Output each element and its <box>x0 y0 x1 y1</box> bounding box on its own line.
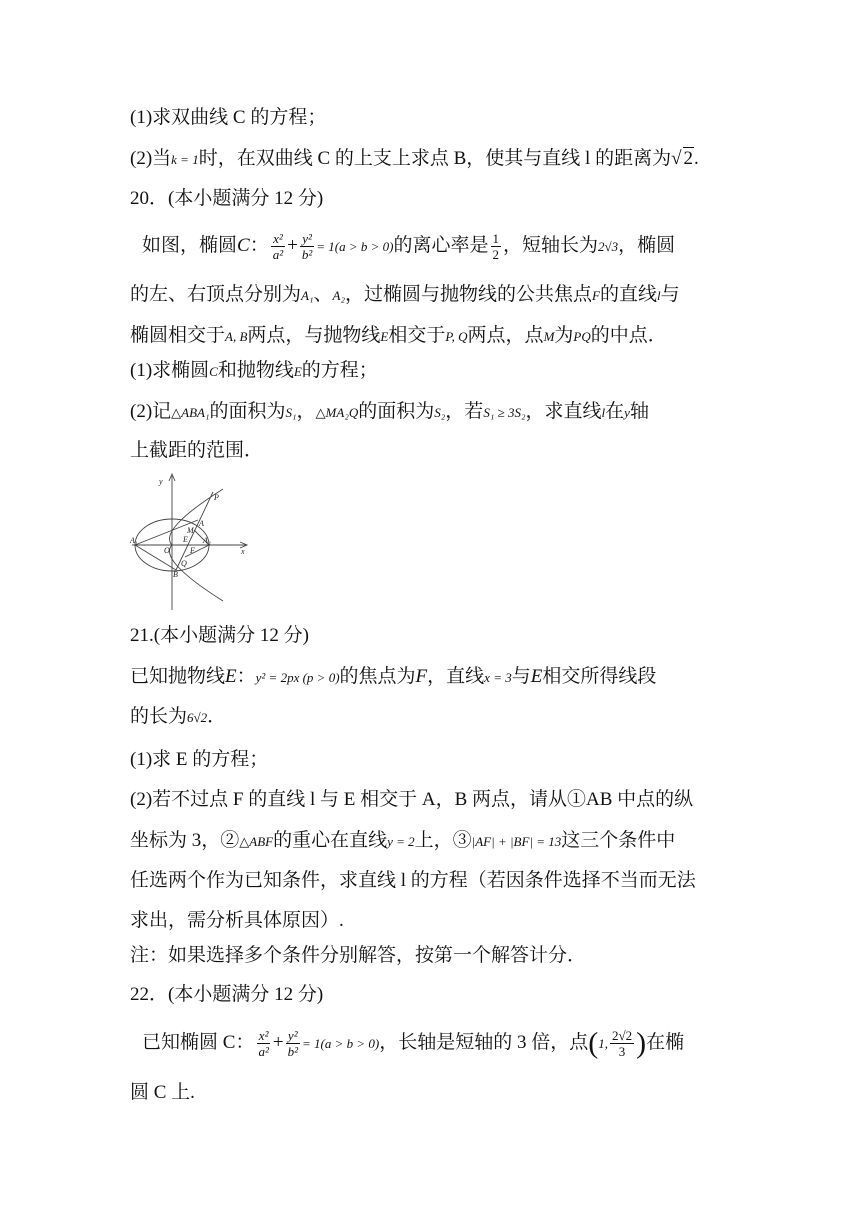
q20-part2-continued: 上截距的范围． <box>130 440 264 461</box>
q21-sentence-2: 的长为6√2． <box>130 706 227 727</box>
q22-sentence-2: 圆 C 上. <box>130 1082 195 1103</box>
fig-label-a1: A₁ <box>130 536 138 545</box>
q22-sentence-1: 已知椭圆 C： $\frac{\text{x²}}{\text{a²}}$ + $\frac{\text{y²}}{\text{b²}}$ = 1(a > b > 0)，长轴是短轴的 3 倍，点(1, $\frac{2√2}{3}$ )在椭 <box>142 1026 685 1060</box>
fig-label-f: F <box>190 546 195 555</box>
q19-part1: (1)求双曲线 C 的方程； <box>130 107 327 128</box>
q21-part1: (1)求 E 的方程； <box>130 749 269 770</box>
q21-note: 注：如果选择多个条件分别解答，按第一个解答计分． <box>130 945 587 966</box>
q20-title: 20．(本小题满分 12 分) <box>130 188 324 209</box>
q20-sentence-3: 椭圆相交于A, B两点，与抛物线E相交于P, Q两点，点M为PQ的中点． <box>130 325 667 346</box>
fig-label-y: y <box>159 477 163 486</box>
segment-a2-q <box>185 545 209 557</box>
q21-title: 21.(本小题满分 12 分) <box>130 625 309 646</box>
fig-label-x: x <box>241 547 245 556</box>
q19-part2: (2)当k = 1时，在双曲线 C 的上支上求点 B，使其与直线 l 的距离为√ 2. <box>130 148 699 169</box>
fig-label-o: O <box>164 546 170 555</box>
fig-label-m: M <box>187 526 194 535</box>
q22-title: 22．(本小题满分 12 分) <box>130 984 324 1005</box>
q21-part2-line1: (2)若不过点 F 的直线 l 与 E 相交于 A，B 两点，请从①AB 中点的纵 <box>130 789 694 810</box>
q20-part2: (2)记△ABA₁的面积为S₁，△MA₂Q的面积为S₂，若S₁ ≥ 3S₂，求直线l在y轴 <box>130 401 649 422</box>
fig-label-e: E <box>183 535 188 544</box>
q21-part2-line2: 坐标为 3，②△ABF的重心在直线y = 2上，③|AF| + |BF| = 13这三个条件中 <box>130 830 676 851</box>
fig-label-q: Q <box>181 559 187 568</box>
ellipse-parabola-figure <box>128 470 252 612</box>
fig-label-a: A <box>199 519 204 528</box>
fig-label-a2: A₂ <box>203 536 211 545</box>
q20-sentence-1: 如图，椭圆C： $\frac{\text{x²}}{\text{a²}}$ + $\frac{\text{y²}}{\text{b²}}$ = 1(a > b > 0)的离心率是 $\frac{1}{2}$ ，短轴长为2√3，椭圆 <box>142 231 676 262</box>
q20-part1: (1)求椭圆C和抛物线E的方程； <box>130 360 378 381</box>
q21-sentence-1: 已知抛物线E：y² = 2px (p > 0)的焦点为F，直线x = 3与E相交所得线段 <box>130 666 657 687</box>
q21-part2-line4: 求出，需分析具体原因）. <box>130 910 344 931</box>
q20-sentence-2: 的左、右顶点分别为A₁、A₂，过椭圆与抛物线的公共焦点F的直线l与 <box>130 284 680 305</box>
fig-label-b: B <box>173 570 178 579</box>
q21-part2-line3: 任选两个作为已知条件，求直线 l 的方程（若因条件选择不当而无法 <box>130 870 696 891</box>
fig-label-p: P <box>214 493 219 502</box>
